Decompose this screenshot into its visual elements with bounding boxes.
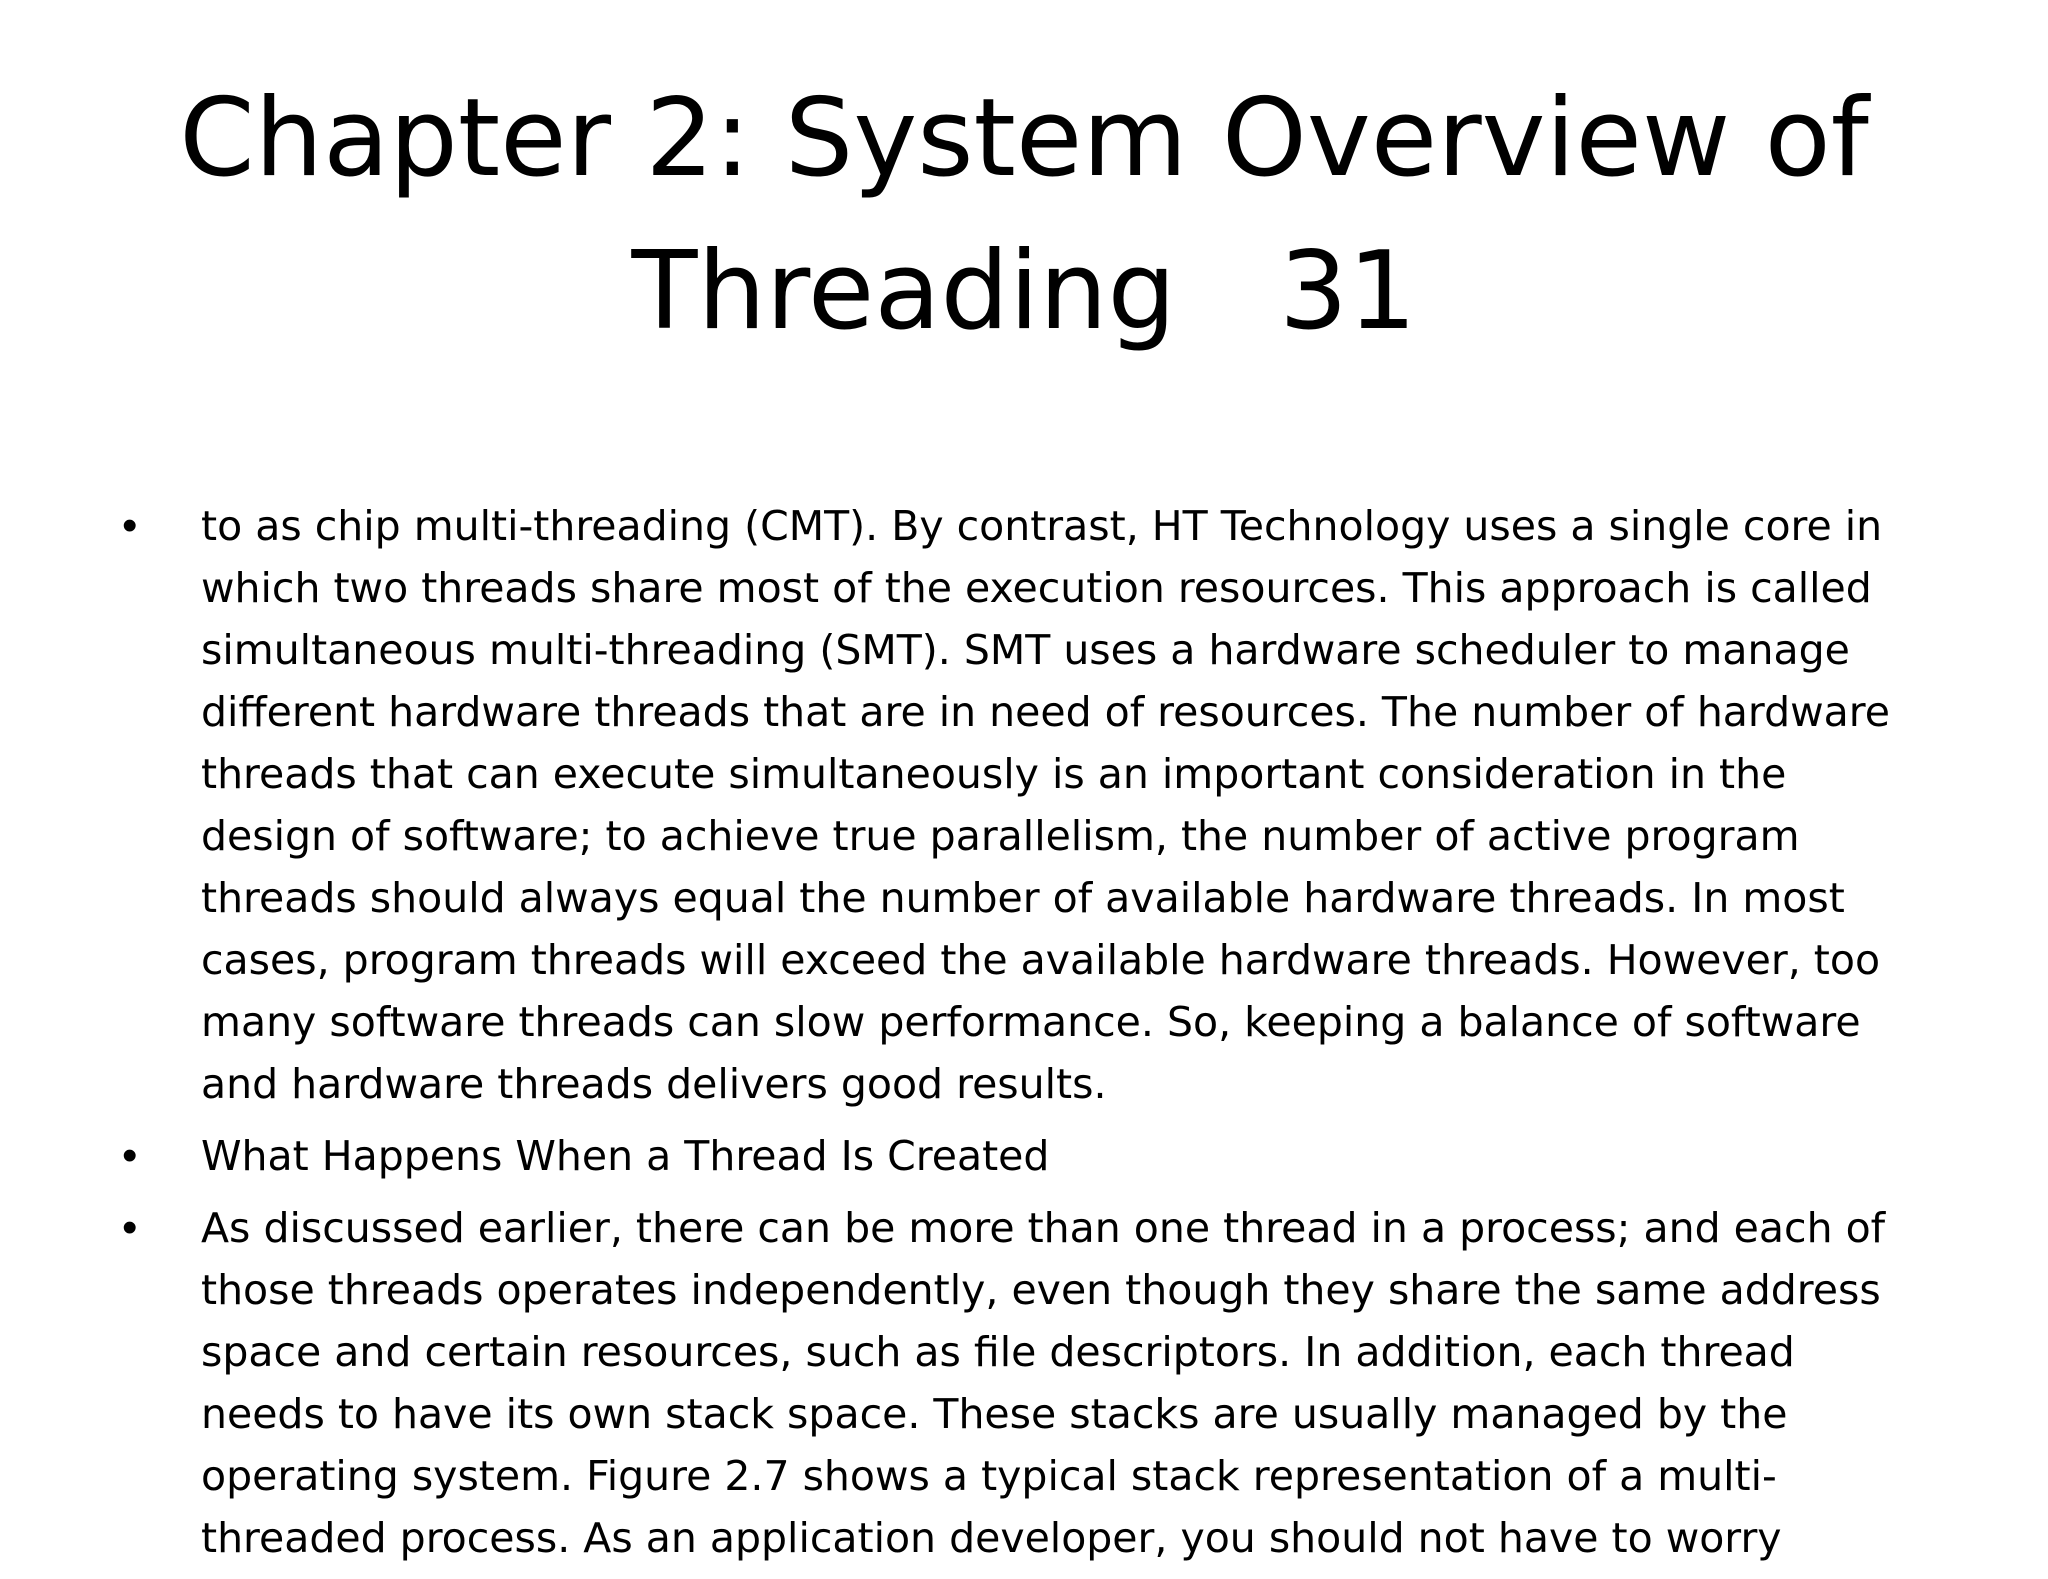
bullet-text-line: which two threads share most of the execution resources. This approach is called — [201, 564, 1872, 612]
bullet-text-line: many software threads can slow performance. So, keeping a balance of software — [201, 998, 1861, 1046]
title-line: Threading 31 — [631, 229, 1417, 354]
bullet-item — [122, 1197, 1922, 1569]
bullet-text-line: What Happens When a Thread Is Created — [201, 1132, 1050, 1180]
bullet-text-line: space and certain resources, such as file descriptors. In addition, each thread — [201, 1328, 1795, 1376]
bullet-text-line: design of software; to achieve true parallelism, the number of active program — [201, 812, 1800, 860]
bullet-marker: • — [122, 1131, 138, 1180]
bullet-text-line: to as chip multi-threading (CMT). By contrast, HT Technology uses a single core in — [201, 502, 1883, 550]
bullet-text-line: those threads operates independently, even though they share the same address — [201, 1266, 1881, 1314]
bullet-marker: • — [122, 501, 138, 550]
bullet-text-line: threaded process. As an application developer, you should not have to worry — [201, 1514, 1782, 1562]
bullet-text-line: and hardware threads delivers good results. — [201, 1060, 1107, 1108]
bullet-item — [122, 495, 1922, 1115]
slide-title — [150, 62, 1898, 368]
bullet-text-line: operating system. Figure 2.7 shows a typical stack representation of a multi- — [201, 1452, 1777, 1500]
bullet-text-line: simultaneous multi-threading (SMT). SMT uses a hardware scheduler to manage — [201, 626, 1850, 674]
bullet-text-line: different hardware threads that are in need of resources. The number of hardware — [201, 688, 1890, 736]
bullet-list — [122, 495, 1922, 1579]
bullet-text-line: As discussed earlier, there can be more than one thread in a process; and each of — [201, 1204, 1886, 1252]
bullet-text-line: threads should always equal the number of available hardware threads. In most — [201, 874, 1845, 922]
bullet-text-line: threads that can execute simultaneously is an important consideration in the — [201, 750, 1787, 798]
title-line: Chapter 2: System Overview of — [179, 76, 1869, 201]
bullet-item — [122, 1125, 1922, 1187]
bullet-marker: • — [122, 1203, 138, 1252]
bullet-text-line: needs to have its own stack space. These stacks are usually managed by the — [201, 1390, 1788, 1438]
bullet-text-line: cases, program threads will exceed the available hardware threads. However, too — [201, 936, 1881, 984]
